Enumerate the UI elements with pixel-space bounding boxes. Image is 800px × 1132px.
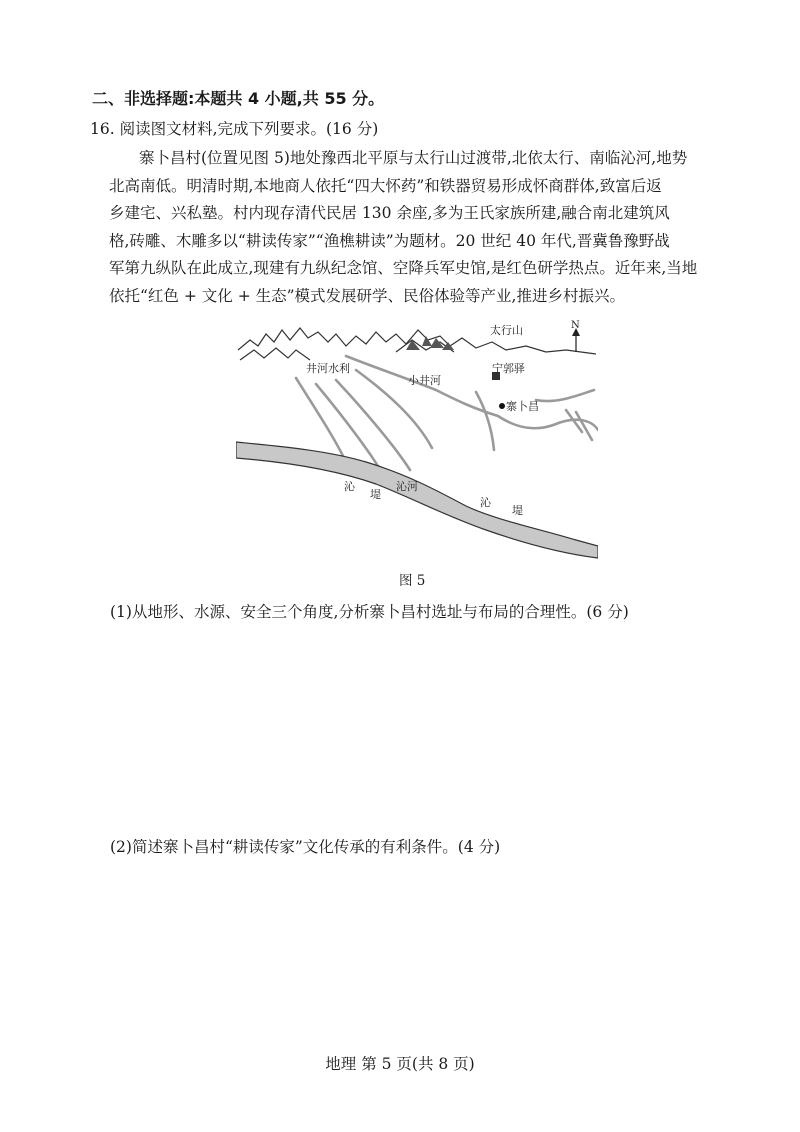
map-label-north: N: [571, 320, 580, 331]
sub-question-2: (2)简述寨卜昌村“耕读传家”文化传承的有利条件。(4 分): [110, 838, 501, 856]
qin-river: [236, 442, 598, 558]
passage-line: 北高南低。明清时期,本地商人依托“四大怀药”和铁器贸易形成怀商群体,致富后返: [109, 176, 662, 195]
passage-line: 军第九纵队在此成立,现建有九纵纪念馆、空降兵军史馆,是红色研学热点。近年来,当地: [109, 259, 698, 277]
map-label-dike: 堤: [512, 504, 523, 517]
map-illustration: [236, 320, 598, 562]
passage-line: 格,砖雕、木雕多以“耕读传家”“渔樵耕读”为题材。20 世纪 40 年代,晋冀鲁豫野战: [109, 231, 670, 250]
sub-question-1: (1)从地形、水源、安全三个角度,分析寨卜昌村选址与布局的合理性。(6 分): [110, 603, 629, 621]
village-marker: [492, 372, 505, 409]
passage-line: 乡建宅、兴私塾。村内现存清代民居 130 余座,多为王氏家族所建,融合南北建筑风: [109, 204, 670, 222]
map-label-station: 井河水利: [306, 362, 350, 375]
mountain-range: [238, 328, 596, 360]
question-title: 16. 阅读图文材料,完成下列要求。(16 分): [90, 120, 379, 138]
figure-caption: 图 5: [399, 573, 426, 589]
section-title: 二、非选择题:本题共 4 小题,共 55 分。: [92, 89, 385, 108]
figure-map: [236, 320, 598, 562]
north-arrow: [572, 328, 580, 352]
map-label-dike: 堤: [370, 488, 381, 501]
passage-line: 依托“红色 + 文化 + 生态”模式发展研学、民俗体验等产业,推进乡村振兴。: [109, 286, 625, 305]
map-label-small-river: 小井河: [408, 374, 441, 387]
passage-line: 寨卜昌村(位置见图 5)地处豫西北平原与太行山过渡带,北依太行、南临沁河,地势: [139, 149, 688, 167]
map-label-village: 寨卜昌: [506, 400, 539, 413]
map-label-dike: 沁: [480, 496, 491, 509]
page-footer: 地理 第 5 页(共 8 页): [325, 1055, 475, 1073]
map-label-dike: 沁: [344, 480, 355, 493]
map-label-place: 宁郭驿: [492, 362, 525, 375]
passage: [109, 145, 731, 310]
map-label-qin-river: 沁河: [396, 480, 418, 493]
map-label-mountain: 太行山: [490, 324, 523, 337]
